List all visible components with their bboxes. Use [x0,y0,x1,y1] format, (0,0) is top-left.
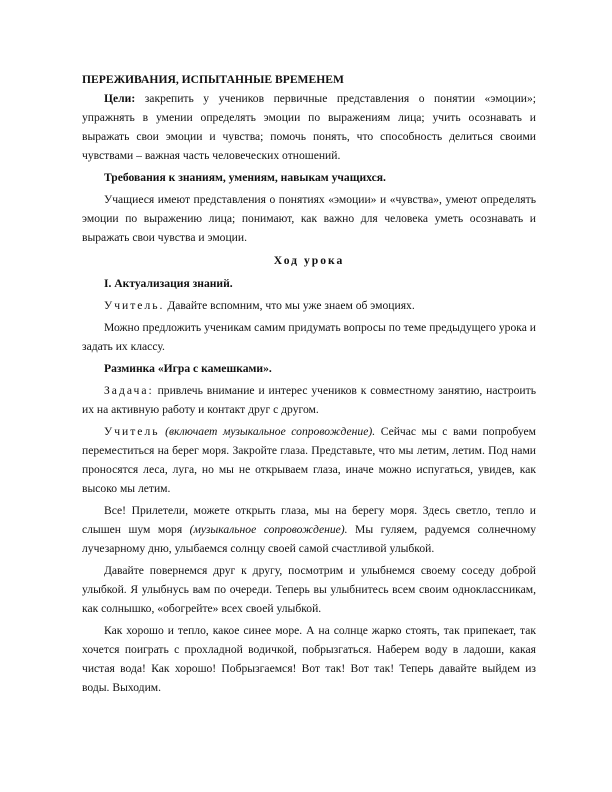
arrival-text-b: Мы гуляем, радуемся солнечному лучезарному дню, улыбаемся солнцу своей самой счастливой улыбкой. [82,523,536,555]
document-title: ПЕРЕЖИВАНИЯ, ИСПЫТАННЫЕ ВРЕМЕНЕМ [82,73,344,86]
section-heading-1: I. Актуализация знаний. [104,277,233,290]
teacher-paragraph-1 [82,296,536,315]
goals-text: закрепить у учеников первичные представления о понятии «эмоции»; упражнять в умении определять эмоции по выражениям лица; учить осознавать и выражать свои эмоции и чувства; помочь понять, что способность делиться своими чувствами – важная часть человеческих отношений. [82,92,536,162]
lesson-heading: Ход урока [273,254,345,267]
teacher-text: Давайте вспомним, что мы уже знаем об эмоциях. [164,299,415,312]
sea-paragraph: Как хорошо и тепло, какое синее море. А на солнце жарко стоять, так припекает, так хочется поиграть с прохладной водичкой, побрызгаться. Наберем воду в ладоши, какая чистая вода! Как хорошо! Побрызгаемся! Вот так! Вот так! Теперь давайте выйдем из воды. Выходим. [82,624,536,694]
goals-label: Цели: [104,92,136,105]
teacher-text: Сейчас мы с вами попробуем переместиться на берег моря. Закройте глаза. Представьте, что мы летим, летим. Под нами проносятся леса, луга, но мы не открываем глаза, иначе можно испугаться, увидев, как высоко мы летим. [82,425,536,495]
speaker-label: Учитель [104,425,160,438]
task-label: Задача: [104,384,154,397]
arrival-text-a: Все! Прилетели, можете открыть глаза, мы на берегу моря. Здесь светло, тепло и слышен шум моря [82,504,536,536]
requirements-heading: Требования к знаниям, умениям, навыкам учащихся. [104,171,386,184]
stage-direction: (музыкальное сопровождение). [189,523,348,536]
requirements-paragraph: Учащиеся имеют представления о понятиях «эмоции» и «чувства», умеют определять эмоции по выражению лица; понимают, как важно для человека уметь осознавать и выражать свои чувства и эмоции. [82,193,536,244]
goals-paragraph [82,89,536,165]
smile-paragraph: Давайте повернемся друг к другу, посмотрим и улыбнемся своему соседу доброй улыбкой. Я улыбнусь вам по очереди. Теперь вы улыбнитесь всем своим одноклассникам, как солнышко, «обогрейте» всех своей улыбкой. [82,564,536,615]
arrival-paragraph [82,501,536,558]
task-paragraph [82,381,536,419]
teacher-paragraph-2 [82,422,536,498]
stage-direction: (включает музыкальное сопровождение). [165,425,376,438]
task-text: привлечь внимание и интерес учеников к совместному занятию, настроить их на активную работу и контакт друг с другом. [82,384,536,416]
suggestion-paragraph: Можно предложить ученикам самим придумать вопросы по теме предыдущего урока и задать их классу. [82,321,536,353]
warmup-heading: Разминка «Игра с камешками». [104,362,272,375]
speaker-label: Учитель. [104,299,165,312]
